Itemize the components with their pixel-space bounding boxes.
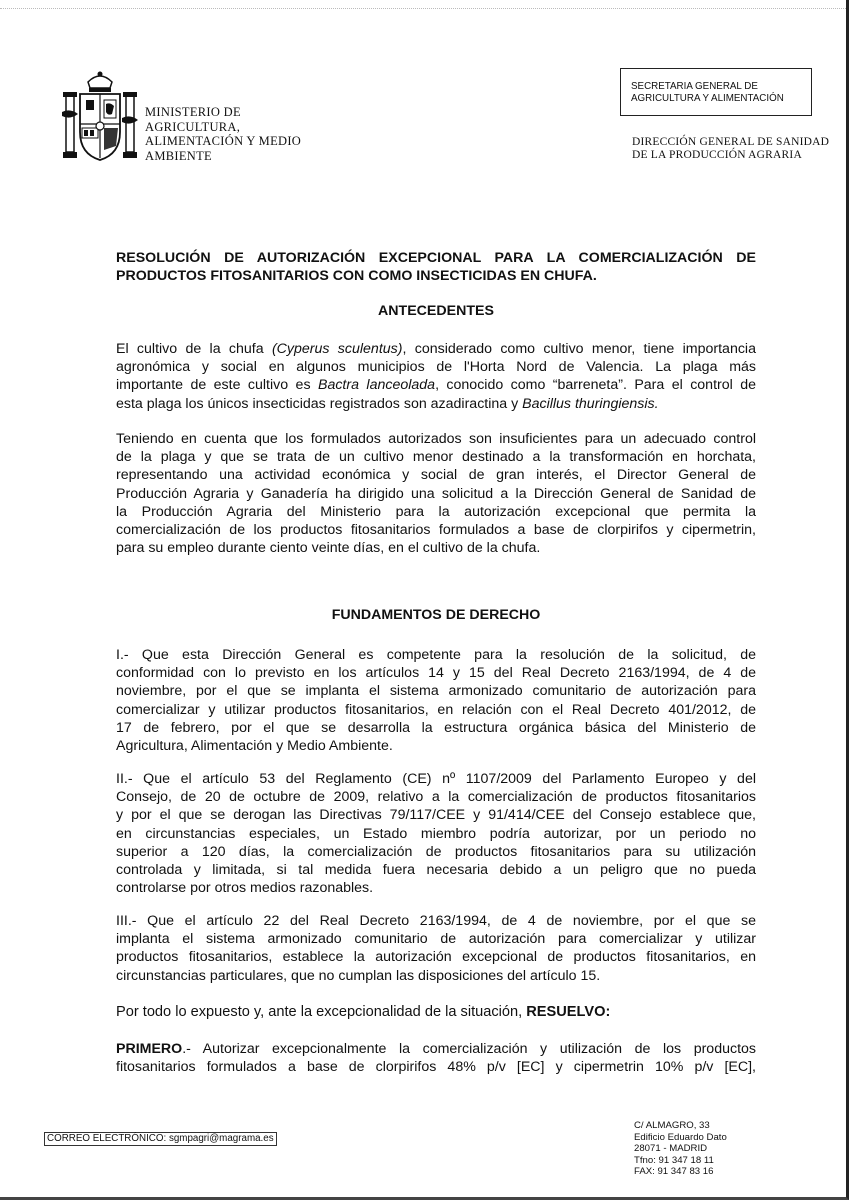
- paragraph-line: II.- Que el artículo 53 del Reglamento (CE) nº 1107/2009 del Parlamento Europeo y del: [116, 771, 756, 787]
- secretaria-line: SECRETARIA GENERAL DE: [631, 81, 758, 92]
- fundamento-3: [116, 912, 756, 985]
- paragraph-line: Consejo, de 20 de octubre de 2009, relativo a la comercialización de productos fitosanitarios: [116, 789, 756, 806]
- paragraph-line: para su empleo durante ciento veinte días, en el cultivo de la chufa.: [116, 540, 541, 557]
- paragraph-line: Producción Agraria y Ganadería ha dirigido una solicitud a la Dirección General de Sanidad de: [116, 485, 756, 502]
- paragraph-line: circunstancias particulares, que no cumplan las disposiciones del artículo 15.: [116, 967, 601, 984]
- primero-paragraph: [116, 1040, 756, 1076]
- paragraph-line: conformidad con lo previsto en los artículos 14 y 15 del Real Decreto 2163/1994, de 4 de: [116, 665, 756, 682]
- footer-email: [44, 1132, 277, 1146]
- paragraph-line: 17 de febrero, por el que se desarrolla la estructura orgánica básica del Ministerio de: [116, 719, 756, 736]
- paragraph-line: la Producción Agraria del Ministerio para la autorización excepcional que permita la: [116, 503, 756, 520]
- address-line: C/ ALMAGRO, 33: [634, 1120, 710, 1131]
- paragraph-line: Teniendo en cuenta que los formulados autorizados son insuficientes para un adecuado control: [116, 431, 756, 447]
- direccion-line: DIRECCIÓN GENERAL DE SANIDAD: [632, 136, 830, 148]
- title-line: RESOLUCIÓN DE AUTORIZACIÓN EXCEPCIONAL PARA LA COMERCIALIZACIÓN DE: [116, 250, 756, 266]
- antecedentes-paragraph-2: [116, 430, 756, 557]
- ministry-line: MINISTERIO DE: [145, 105, 241, 119]
- title-line: PRODUCTOS FITOSANITARIOS CON COMO INSECTICIDAS EN CHUFA.: [116, 267, 597, 284]
- direccion-general: [632, 136, 829, 162]
- antecedentes-heading: ANTECEDENTES: [378, 303, 494, 319]
- secretaria-box: [620, 68, 812, 116]
- address-line: FAX: 91 347 83 16: [634, 1166, 714, 1178]
- paragraph-line: controlarse por otros medios razonables.: [116, 880, 374, 897]
- paragraph-line: I.- Que esta Dirección General es competente para la resolución de la solicitud, de: [116, 647, 756, 663]
- paragraph-line: importante de este cultivo es Bactra lanceolada, conocido como “barreneta”. Para el control de: [116, 377, 756, 394]
- paragraph-line: comercialización de los productos fitosanitarios formulados a base de clorpirifos y cipermetrin,: [116, 522, 756, 539]
- ministry-name: [145, 105, 301, 163]
- resolution-title: [116, 250, 756, 285]
- fundamento-2: [116, 770, 756, 897]
- primero-label: PRIMERO: [116, 1041, 183, 1057]
- paragraph-line: productos fitosanitarios, establece la autorización excepcional de productos fitosanitarios, en: [116, 949, 756, 966]
- ministry-line: AGRICULTURA,: [145, 119, 241, 134]
- antecedentes-paragraph-1: [116, 340, 756, 413]
- address-line: 28071 - MADRID: [634, 1143, 708, 1155]
- paragraph-line: El cultivo de la chufa (Cyperus sculentus), considerado como cultivo menor, tiene importancia: [116, 341, 756, 357]
- coat-of-arms-icon: [60, 68, 140, 168]
- address-line: Tfno: 91 347 18 11: [634, 1154, 714, 1166]
- fundamento-1: [116, 646, 756, 755]
- paragraph-line: agronómica y social en algunos municipios de l'Horta Nord de Valencia. La plaga más: [116, 359, 756, 376]
- address-line: Edificio Eduardo Dato: [634, 1131, 727, 1143]
- paragraph-line: PRIMERO.- Autorizar excepcionalmente la comercialización y utilización de los productos: [116, 1041, 756, 1057]
- secretaria-line: AGRICULTURA Y ALIMENTACIÓN: [631, 93, 784, 104]
- paragraph-line: de la plaga y que se trata de un cultivo menor destinado a la transformación en horchata,: [116, 449, 756, 466]
- paragraph-line: controlada y limitada, si tal medida fuera necesaria debido a un peligro que no pueda: [116, 862, 756, 879]
- footer-address: [634, 1120, 727, 1178]
- paragraph-line: y por el que se derogan las Directivas 79/117/CEE y 91/414/CEE del Consejo establece que,: [116, 807, 756, 824]
- paragraph-line: noviembre, por el que se implanta el sistema armonizado comunitario de autorización para: [116, 683, 756, 700]
- paragraph-line: representando una actividad económica y social de gran interés, el Director General de: [116, 467, 756, 484]
- direccion-line: DE LA PRODUCCIÓN AGRARIA: [632, 149, 802, 161]
- paragraph-line: esta plaga los únicos insecticidas registrados son azadiractina y Bacillus thuringiensis.: [116, 395, 659, 412]
- paragraph-line: Agricultura, Alimentación y Medio Ambiente.: [116, 738, 393, 755]
- ministry-line: AMBIENTE: [145, 148, 212, 163]
- paragraph-line: en circunstancias especiales, un Estado miembro podría autorizar, por un periodo no: [116, 825, 756, 842]
- paragraph-line: comercializar y utilizar productos fitosanitarios, en relación con el Real Decreto 401/2012, de: [116, 701, 756, 718]
- resuelvo-paragraph: Por todo lo expuesto y, ante la excepcionalidad de la situación, RESUELVO:: [116, 1004, 611, 1020]
- paragraph-line: implanta el sistema armonizado comunitario de autorización para comercializar y utilizar: [116, 931, 756, 948]
- paragraph-line: III.- Que el artículo 22 del Real Decreto 2163/1994, de 4 de noviembre, por el que se: [116, 913, 756, 929]
- fundamentos-heading: FUNDAMENTOS DE DERECHO: [331, 607, 541, 623]
- resuelvo-label: RESUELVO:: [526, 1004, 611, 1020]
- email-label: CORREO ELECTRÓNICO:: [47, 1133, 167, 1144]
- ministry-line: ALIMENTACIÓN Y MEDIO: [145, 134, 302, 148]
- paragraph-line: fitosanitarios formulados a base de clorpirifos 48% p/v [EC] y cipermetrin 10% p/v [EC],: [116, 1059, 756, 1076]
- paragraph-line: superior a 120 días, la comercialización de productos fitosanitarios para su utilización: [116, 843, 756, 860]
- email-address: sgmpagri@magrama.es: [166, 1133, 274, 1144]
